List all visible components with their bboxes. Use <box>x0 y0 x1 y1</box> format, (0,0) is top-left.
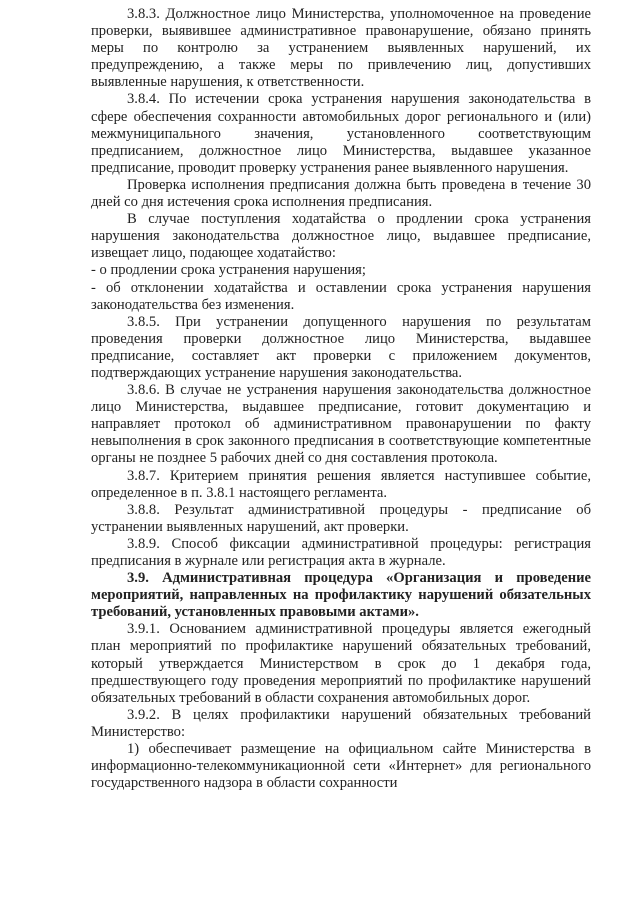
list-item-extension-granted: - о продлении срока устранения нарушения; <box>91 262 366 279</box>
list-item-website-publication: 1) обеспечивает размещение на официальном сайте Министерства в информационно-телекоммуникационной сети «Интернет» для регионального государственного надзора в области сохранности <box>91 741 591 792</box>
paragraph-3-9-1: 3.9.1. Основанием административной процедуры является ежегодный план мероприятий по профилактике нарушений обязательных требований, который утверждается Министерством в срок до 1 декабря года, предшествующего году проведения мероприятий по профилактике нарушений обязательных требований в области сохранения автомобильных дорог. <box>91 621 591 706</box>
list-item-extension-denied: - об отклонении ходатайства и оставлении срока устранения нарушения законодательства без изменения. <box>91 279 591 313</box>
paragraph-3-8-8: 3.8.8. Результат административной процедуры - предписание об устранении выявленных нарушений, акт проверки. <box>91 501 591 535</box>
paragraph-3-8-4: 3.8.4. По истечении срока устранения нарушения законодательства в сфере обеспечения сохранности автомобильных дорог регионального и (или) межмуниципального значения, установленного соответствующим предписанием, должностное лицо Министерства, выдавшее указанное предписание, проводит проверку устранения ранее выявленного нарушения. <box>91 91 591 176</box>
paragraph-3-8-5: 3.8.5. При устранении допущенного нарушения по результатам проведения проверки должностное лицо Министерства, выдавшее предписание, составляет акт проверки с приложением документов, подтверждающих устранение нарушения законодательства. <box>91 313 591 381</box>
document-body <box>91 6 591 792</box>
paragraph-3-8-6: 3.8.6. В случае не устранения нарушения законодательства должностное лицо Министерства, выдавшее предписание, готовит документацию и направляет протокол об административном правонарушении по факту невыполнения в срок законного предписания в соответствующие компетентные органы не позднее 5 рабочих дней со дня составления протокола. <box>91 382 591 467</box>
paragraph-extension-request: В случае поступления ходатайства о продлении срока устранения нарушения законодательства должностное лицо, выдавшее предписание, извещает лицо, подающее ходатайство: <box>91 211 591 262</box>
paragraph-3-8-7: 3.8.7. Критерием принятия решения является наступившее событие, определенное в п. 3.8.1 настоящего регламента. <box>91 467 591 501</box>
paragraph-inspection-deadline: Проверка исполнения предписания должна быть проведена в течение 30 дней со дня истечения срока исполнения предписания. <box>91 176 591 211</box>
section-heading-3-9: 3.9. Административная процедура «Организация и проведение мероприятий, направленных на профилактику нарушений обязательных требований, установленных правовыми актами». <box>91 570 591 621</box>
paragraph-3-8-3: 3.8.3. Должностное лицо Министерства, уполномоченное на проведение проверки, выявившее административное правонарушение, обязано принять меры по контролю за устранением выявленных нарушений, их предупреждению, а также меры по привлечению лиц, допустивших выявленные нарушения, к ответственности. <box>91 6 591 91</box>
paragraph-3-9-2: 3.9.2. В целях профилактики нарушений обязательных требований Министерство: <box>91 706 591 740</box>
paragraph-3-8-9: 3.8.9. Способ фиксации административной процедуры: регистрация предписания в журнале или регистрация акта в журнале. <box>91 535 591 569</box>
